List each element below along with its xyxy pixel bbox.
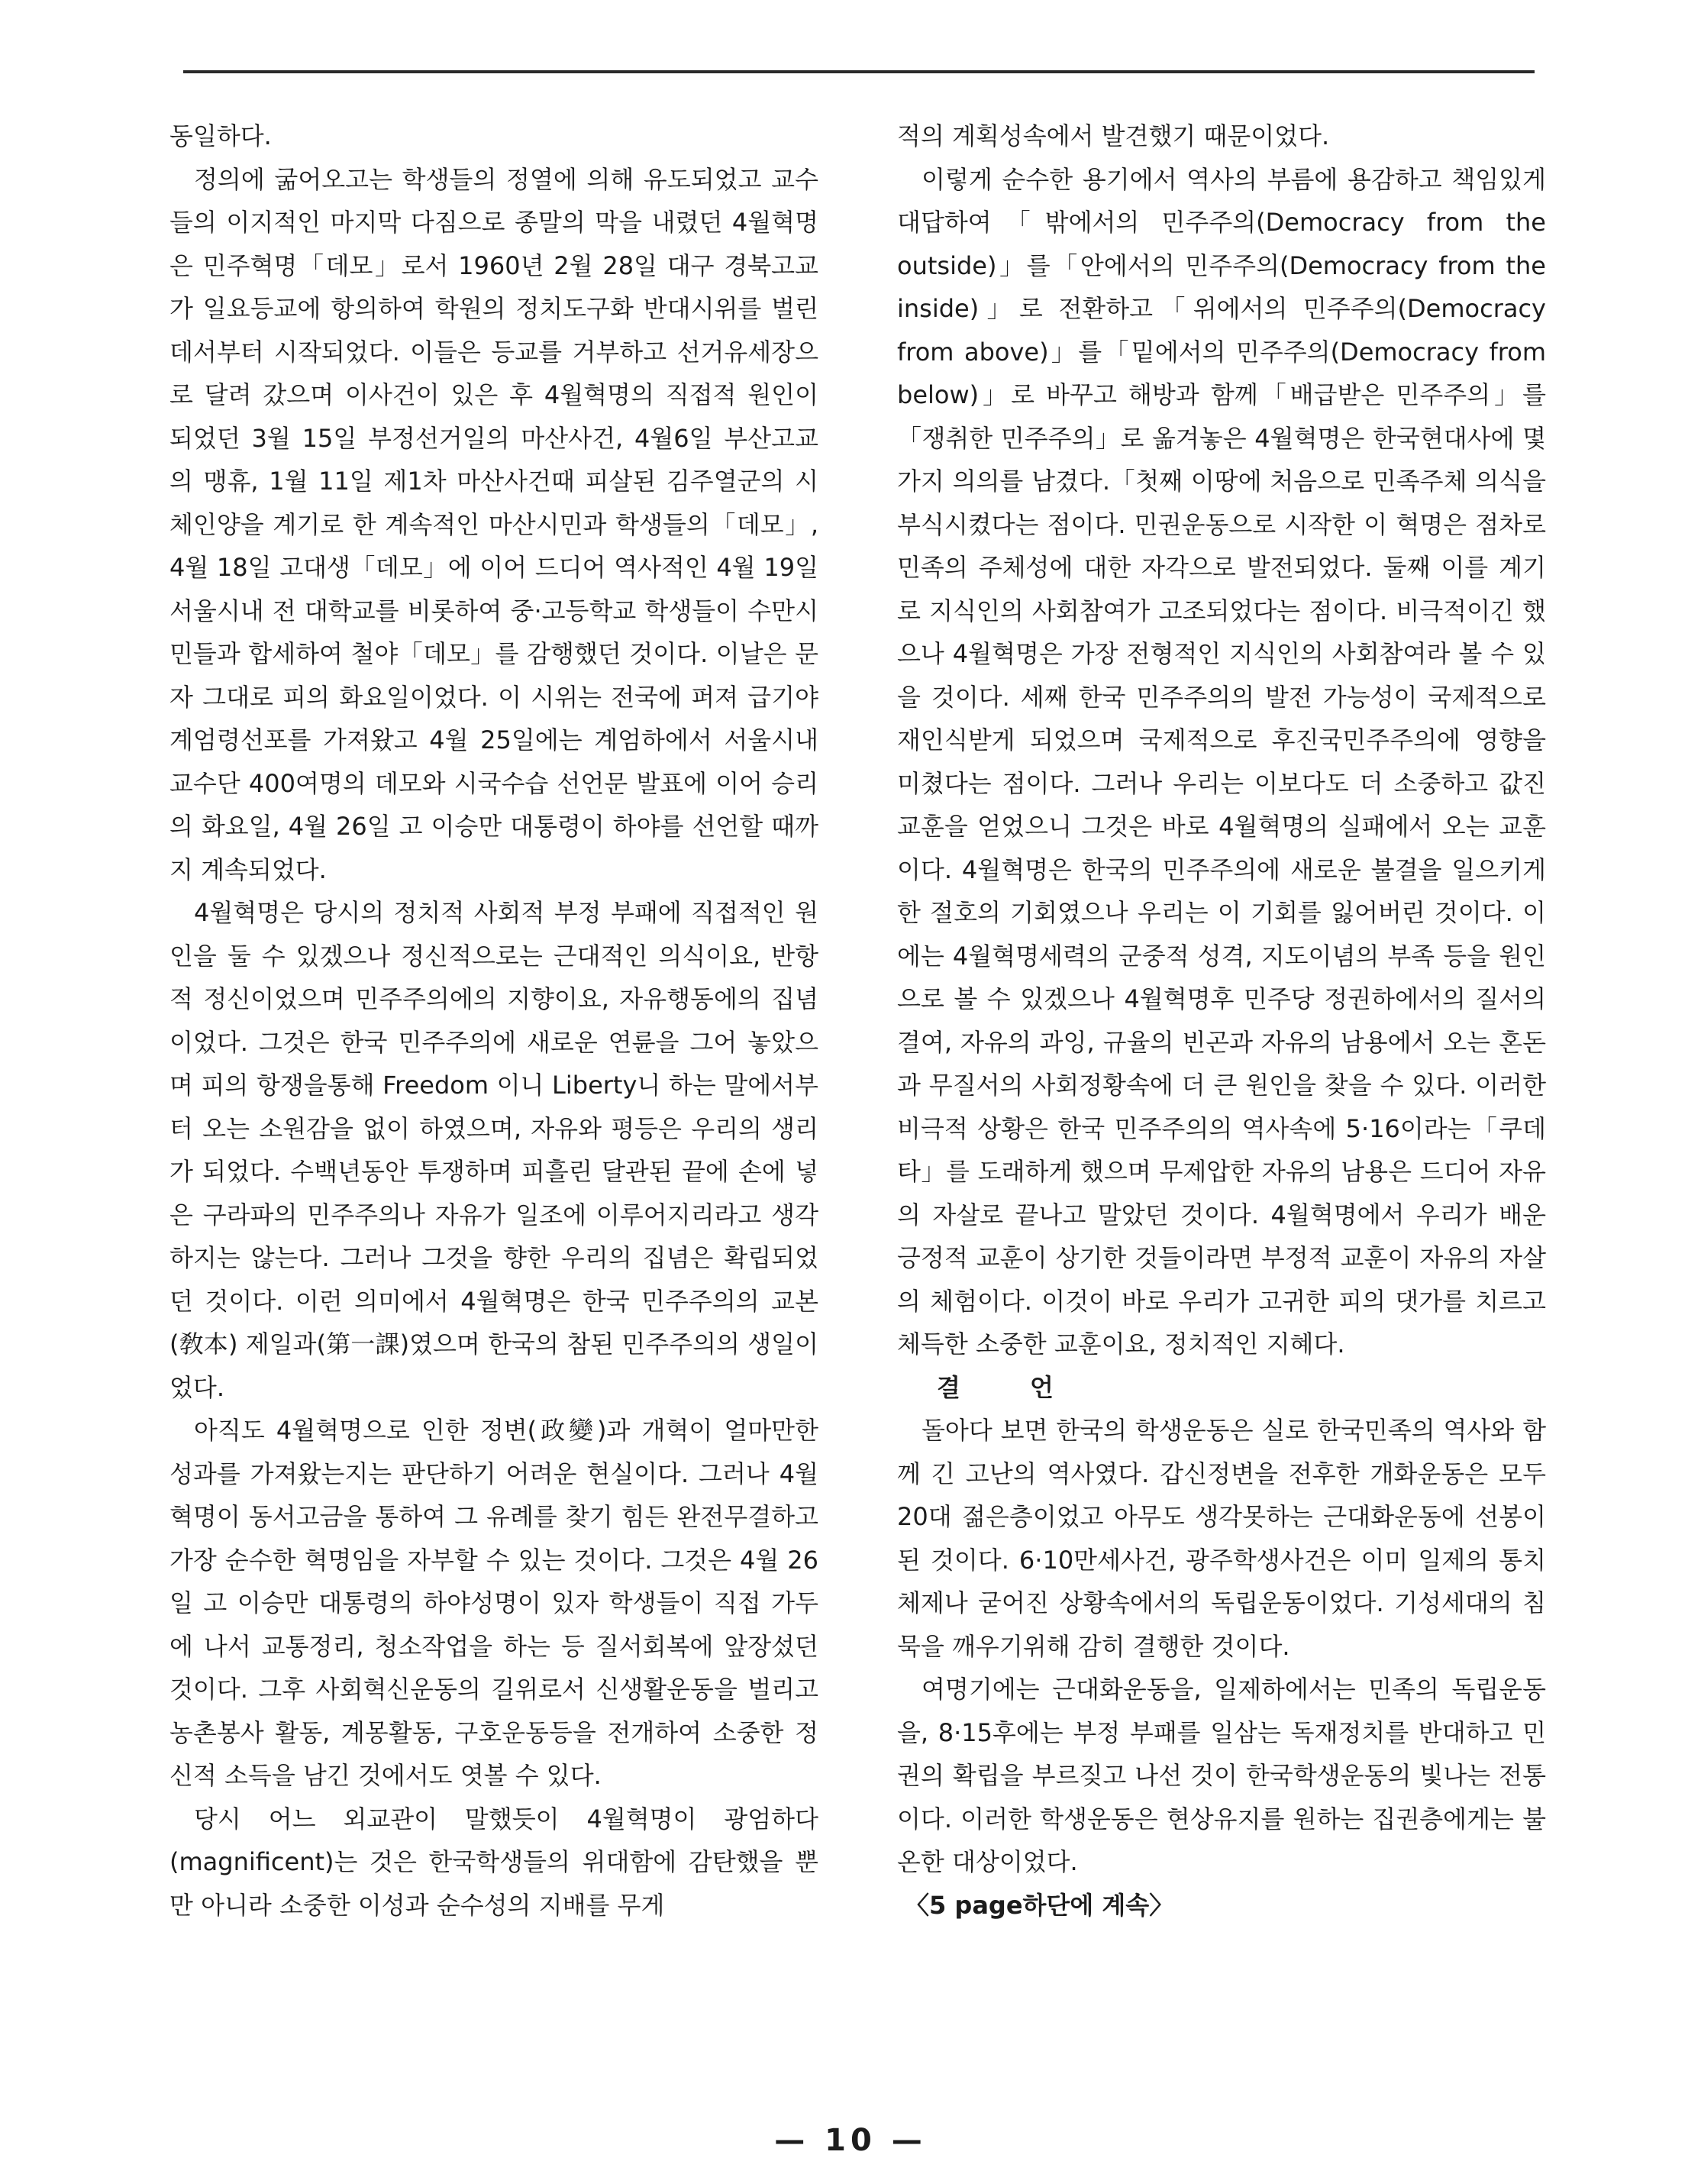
section-heading: 결 언 <box>937 1372 1084 1402</box>
continued-note: 〈5 page하단에 계속〉 <box>905 1890 1174 1920</box>
left-column <box>169 115 818 1927</box>
paragraph-continuation: 적의 계획성속에서 발견했기 때문이었다. <box>897 121 1330 150</box>
right-column <box>897 115 1546 1927</box>
paragraph: 정의에 굶어오고는 학생들의 정열에 의해 유도되었고 교수들의 이지적인 마지막 다짐으로 종말의 막을 내렸던 4월혁명은 민주혁명「데모」로서 1960년 2월 28일 대구 경북고교가 일요등교에 항의하여 학원의 정치도구화 반대시위를 벌린데서부터 시작되었다. 이들은 등교를 거부하고 선거유세장으로 달려 갔으며 이사건이 있은 후 4월혁명의 직접적 원인이 되었던 3월 15일 부정선거일의 마산사건, 4월6일 부산고교의 맹휴, 1월 11일 제1차 마산사건때 피살된 김주열군의 시체인양을 계기로 한 계속적인 마산시민과 학생들의「데모」, 4월 18일 고대생「데모」에 이어 드디어 역사적인 4월 19일 서울시내 전 대학교를 비롯하여 중·고등학교 학생들이 수만시민들과 합세하여 철야「데모」를 감행했던 것이다. 이날은 문자 그대로 피의 화요일이었다. 이 시위는 전국에 퍼져 급기야 계엄령선포를 가져왔고 4월 25일에는 계엄하에서 서울시내 교수단 400여명의 데모와 시국수습 선언문 발표에 이어 승리의 화요일, 4월 26일 고 이승만 대통령이 하야를 선언할 때까지 계속되었다. <box>169 164 818 884</box>
paragraph: 여명기에는 근대화운동을, 일제하에서는 민족의 독립운동을, 8·15후에는 부정 부패를 일삼는 독재정치를 반대하고 민권의 확립을 부르짖고 나선 것이 한국학생운동의 빛나는 전통이다. 이러한 학생운동은 현상유지를 원하는 집권층에게는 불온한 대상이었다. <box>897 1675 1546 1876</box>
paragraph: 돌아다 보면 한국의 학생운동은 실로 한국민족의 역사와 함께 긴 고난의 역사였다. 갑신정변을 전후한 개화운동은 모두 20대 젊은층이었고 아무도 생각못하는 근대화운동에 선봉이 된 것이다. 6·10만세사건, 광주학생사건은 이미 일제의 통치체제나 굳어진 상황속에서의 독립운동이었다. 기성세대의 침묵을 깨우기위해 감히 결행한 것이다. <box>897 1416 1546 1661</box>
paragraph: 아직도 4월혁명으로 인한 정변(政變)과 개혁이 얼마만한 성과를 가져왔는지는 판단하기 어려운 현실이다. 그러나 4월혁명이 동서고금을 통하여 그 유례를 찾기 힘든 완전무결하고 가장 순수한 혁명임을 자부할 수 있는 것이다. 그것은 4월 26일 고 이승만 대통령의 하야성명이 있자 학생들이 직접 가두에 나서 교통정리, 청소작업을 하는 등 질서회복에 앞장섰던 것이다. 그후 사회혁신운동의 길위로서 신생활운동을 벌리고 농촌봉사 활동, 계몽활동, 구호운동등을 전개하여 소중한 정신적 소득을 남긴 것에서도 엿볼 수 있다. <box>169 1416 818 1790</box>
page-number: — 10 — <box>774 2123 927 2158</box>
paragraph-continuation: 동일하다. <box>169 121 272 150</box>
top-rule <box>183 70 1535 73</box>
paragraph: 당시 어느 외교관이 말했듯이 4월혁명이 광엄하다 (magnificent)는 것은 한국학생들의 위대함에 감탄했을 뿐만 아니라 소중한 이성과 순수성의 지배를 무게 <box>169 1804 818 1920</box>
paragraph: 이렇게 순수한 용기에서 역사의 부름에 용감하고 책임있게 대답하여「밖에서의 민주주의(Democracy from the outside)」를「안에서의 민주주의(Democracy from the inside)」로 전환하고「위에서의 민주주의(Democracy from above)」를「밑에서의 민주주의(Democracy from below)」로 바꾸고 해방과 함께「배급받은 민주주의」를「쟁취한 민주주의」로 옮겨놓은 4월혁명은 한국현대사에 몇가지 의의를 남겼다.「첫째 이땅에 처음으로 민족주체 의식을 부식시켰다는 점이다. 민권운동으로 시작한 이 혁명은 점차로 민족의 주체성에 대한 자각으로 발전되었다. 둘째 이를 계기로 지식인의 사회참여가 고조되었다는 점이다. 비극적이긴 했으나 4월혁명은 가장 전형적인 지식인의 사회참여라 볼 수 있을 것이다. 세째 한국 민주주의의 발전 가능성이 국제적으로 재인식받게 되었으며 국제적으로 후진국민주주의에 영향을 미쳤다는 점이다. 그러나 우리는 이보다도 더 소중하고 값진 교훈을 얻었으니 그것은 바로 4월혁명의 실패에서 오는 교훈이다. 4월혁명은 한국의 민주주의에 새로운 불결을 일으키게 한 절호의 기회였으나 우리는 이 기회를 잃어버린 것이다. 이에는 4월혁명세력의 군중적 성격, 지도이념의 부족 등을 원인으로 볼 수 있겠으나 4월혁명후 민주당 정권하에서의 질서의 결여, 자유의 과잉, 규율의 빈곤과 자유의 남용에서 오는 혼돈과 무질서의 사회정황속에 더 큰 원인을 찾을 수 있다. 이러한 비극적 상황은 한국 민주주의의 역사속에 5·16이라는「쿠데타」를 도래하게 했으며 무제압한 자유의 남용은 드디어 자유의 자살로 끝나고 말았던 것이다. 4월혁명에서 우리가 배운 긍정적 교훈이 상기한 것들이라면 부정적 교훈이 자유의 자살의 체험이다. 이것이 바로 우리가 고귀한 피의 댓가를 치르고 체득한 소중한 교훈이요, 정치적인 지혜다. <box>897 164 1546 1359</box>
paragraph: 4월혁명은 당시의 정치적 사회적 부정 부패에 직접적인 원인을 둘 수 있겠으나 정신적으로는 근대적인 의식이요, 반항적 정신이었으며 민주주의에의 지향이요, 자유행동에의 집념이었다. 그것은 한국 민주주의에 새로운 연륜을 그어 놓았으며 피의 항쟁을통해 Freedom 이니 Liberty니 하는 말에서부터 오는 소원감을 없이 하였으며, 자유와 평등은 우리의 생리가 되었다. 수백년동안 투쟁하며 피흘린 달관된 끝에 손에 넣은 구라파의 민주주의나 자유가 일조에 이루어지리라고 생각하지는 않는다. 그러나 그것을 향한 우리의 집념은 확립되었던 것이다. 이런 의미에서 4월혁명은 한국 민주주의의 교본(敎本) 제일과(第一課)였으며 한국의 참된 민주주의의 생일이었다. <box>169 898 818 1402</box>
